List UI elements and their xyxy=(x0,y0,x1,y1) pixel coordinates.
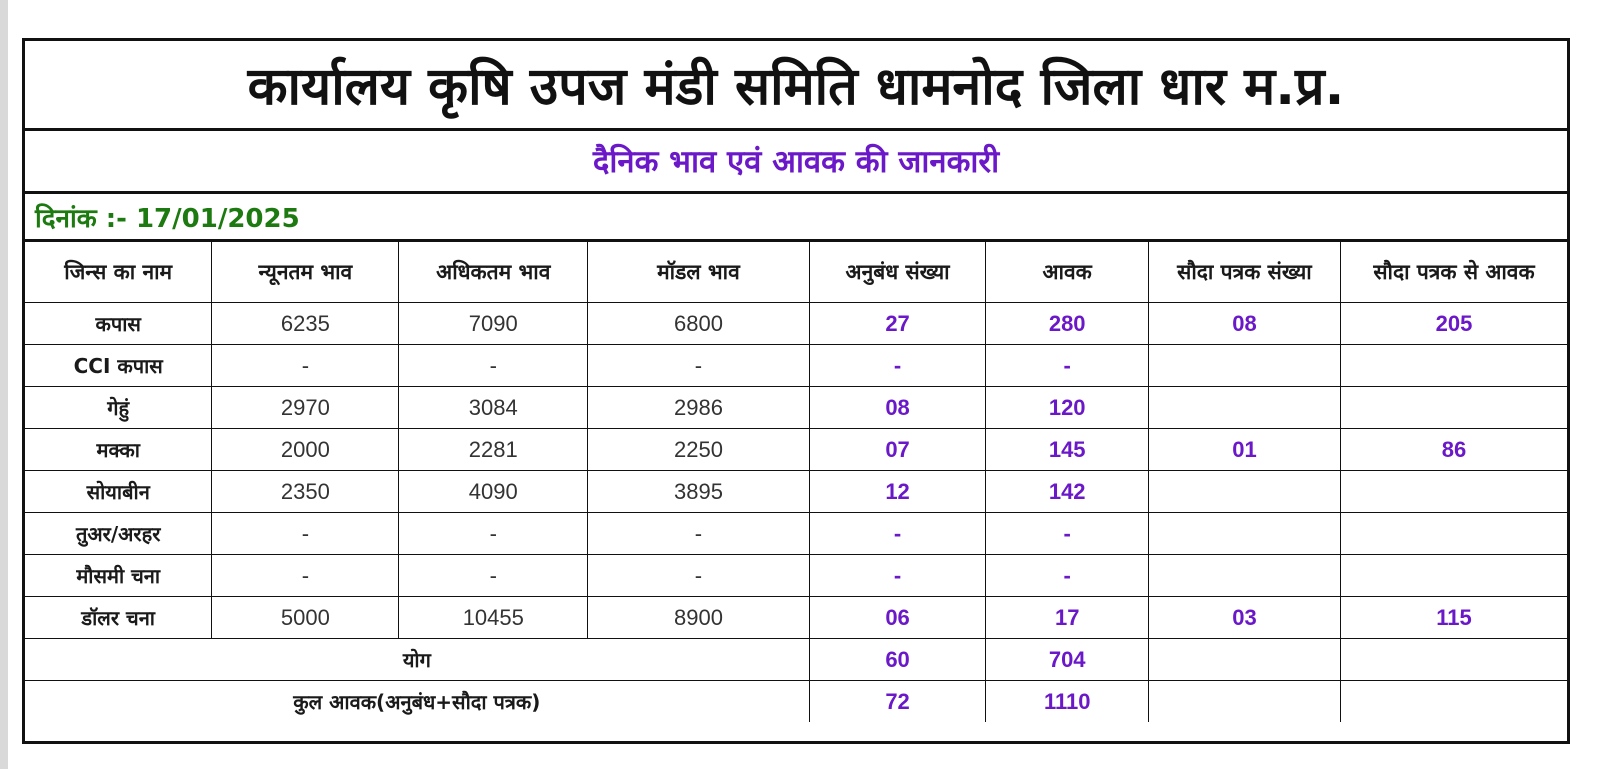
table-row xyxy=(25,429,1567,471)
grand-total-row xyxy=(25,681,1567,723)
report-subtitle: दैनिक भाव एवं आवक की जानकारी xyxy=(25,131,1567,194)
grand-total-label: कुल आवक(अनुबंध+सौदा पत्रक) xyxy=(25,681,809,723)
commodity-name: CCI कपास xyxy=(25,345,212,387)
model-price: 8900 xyxy=(588,597,809,639)
commodity-name: गेहुं xyxy=(25,387,212,429)
office-title: कार्यालय कृषि उपज मंडी समिति धामनोद जिला धार म.प्र. xyxy=(25,41,1567,131)
model-price: 2250 xyxy=(588,429,809,471)
deal-count xyxy=(1148,345,1340,387)
grand-total-arrival: 1110 xyxy=(986,681,1149,723)
col-header-arrival: आवक xyxy=(986,242,1149,303)
deal-count: 08 xyxy=(1148,303,1340,345)
arrival: 280 xyxy=(986,303,1149,345)
table-header-row xyxy=(25,242,1567,303)
arrival: - xyxy=(986,513,1149,555)
grand-total-deal-arrival xyxy=(1340,681,1567,723)
arrival: 17 xyxy=(986,597,1149,639)
deal-count xyxy=(1148,513,1340,555)
deal-arrival xyxy=(1340,387,1567,429)
deal-arrival: 115 xyxy=(1340,597,1567,639)
arrival: - xyxy=(986,345,1149,387)
min-price: 2970 xyxy=(212,387,399,429)
max-price: 7090 xyxy=(399,303,588,345)
table-row xyxy=(25,555,1567,597)
contract-count: 12 xyxy=(809,471,986,513)
arrival: 145 xyxy=(986,429,1149,471)
commodity-name: मक्का xyxy=(25,429,212,471)
deal-count xyxy=(1148,555,1340,597)
contract-count: 06 xyxy=(809,597,986,639)
max-price: - xyxy=(399,345,588,387)
contract-count: - xyxy=(809,555,986,597)
commodity-name: मौसमी चना xyxy=(25,555,212,597)
rate-sheet xyxy=(22,38,1570,744)
total-contracts: 60 xyxy=(809,639,986,681)
col-header-deal-count: सौदा पत्रक संख्या xyxy=(1148,242,1340,303)
total-deal-arrival xyxy=(1340,639,1567,681)
deal-arrival xyxy=(1340,471,1567,513)
arrival: - xyxy=(986,555,1149,597)
max-price: 3084 xyxy=(399,387,588,429)
model-price: 6800 xyxy=(588,303,809,345)
arrival: 142 xyxy=(986,471,1149,513)
contract-count: 08 xyxy=(809,387,986,429)
min-price: - xyxy=(212,513,399,555)
min-price: 6235 xyxy=(212,303,399,345)
model-price: - xyxy=(588,555,809,597)
commodity-name: सोयाबीन xyxy=(25,471,212,513)
commodity-name: डॉलर चना xyxy=(25,597,212,639)
total-arrival: 704 xyxy=(986,639,1149,681)
table-row xyxy=(25,597,1567,639)
grand-total-contracts: 72 xyxy=(809,681,986,723)
min-price: 5000 xyxy=(212,597,399,639)
left-edge-strip xyxy=(0,0,8,769)
total-deal-count xyxy=(1148,639,1340,681)
contract-count: - xyxy=(809,345,986,387)
max-price: 4090 xyxy=(399,471,588,513)
deal-count: 01 xyxy=(1148,429,1340,471)
deal-count: 03 xyxy=(1148,597,1340,639)
deal-count xyxy=(1148,387,1340,429)
min-price: - xyxy=(212,345,399,387)
max-price: 10455 xyxy=(399,597,588,639)
col-header-deal-arrival: सौदा पत्रक से आवक xyxy=(1340,242,1567,303)
contract-count: 07 xyxy=(809,429,986,471)
contract-count: - xyxy=(809,513,986,555)
max-price: - xyxy=(399,555,588,597)
col-header-model-price: मॉडल भाव xyxy=(588,242,809,303)
model-price: - xyxy=(588,345,809,387)
col-header-max-price: अधिकतम भाव xyxy=(399,242,588,303)
table-row xyxy=(25,513,1567,555)
deal-arrival xyxy=(1340,555,1567,597)
arrival: 120 xyxy=(986,387,1149,429)
model-price: - xyxy=(588,513,809,555)
total-row xyxy=(25,639,1567,681)
total-label: योग xyxy=(25,639,809,681)
table-row xyxy=(25,471,1567,513)
table-row xyxy=(25,387,1567,429)
col-header-contract-count: अनुबंध संख्या xyxy=(809,242,986,303)
contract-count: 27 xyxy=(809,303,986,345)
rates-table xyxy=(25,241,1567,722)
commodity-name: तुअर/अरहर xyxy=(25,513,212,555)
min-price: 2350 xyxy=(212,471,399,513)
deal-arrival xyxy=(1340,513,1567,555)
table-row xyxy=(25,345,1567,387)
model-price: 3895 xyxy=(588,471,809,513)
col-header-commodity: जिन्स का नाम xyxy=(25,242,212,303)
deal-arrival: 86 xyxy=(1340,429,1567,471)
min-price: - xyxy=(212,555,399,597)
table-row xyxy=(25,303,1567,345)
report-date: दिनांक :- 17/01/2025 xyxy=(25,194,1567,241)
min-price: 2000 xyxy=(212,429,399,471)
model-price: 2986 xyxy=(588,387,809,429)
deal-count xyxy=(1148,471,1340,513)
max-price: 2281 xyxy=(399,429,588,471)
deal-arrival xyxy=(1340,345,1567,387)
commodity-name: कपास xyxy=(25,303,212,345)
deal-arrival: 205 xyxy=(1340,303,1567,345)
grand-total-deal-count xyxy=(1148,681,1340,723)
col-header-min-price: न्यूनतम भाव xyxy=(212,242,399,303)
max-price: - xyxy=(399,513,588,555)
